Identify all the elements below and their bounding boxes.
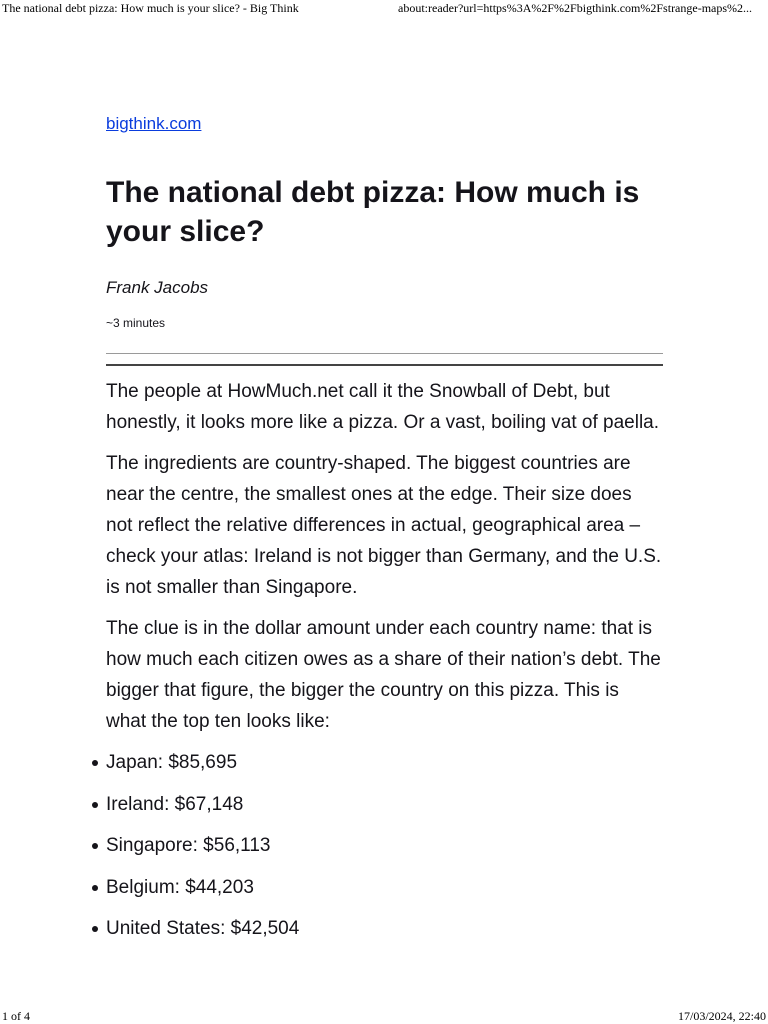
list-item: Belgium: $44,203 <box>106 872 663 903</box>
print-datetime: 17/03/2024, 22:40 <box>677 1009 766 1023</box>
print-header <box>0 0 768 16</box>
print-footer <box>0 1008 768 1024</box>
article-paragraph: The clue is in the dollar amount under each country name: that is how much each citizen owes as a share of their nation’s debt. The bigger that figure, the bigger the country on this pizza. This is what the top ten looks like: <box>106 618 661 732</box>
list-item: United States: $42,504 <box>106 913 663 944</box>
list-item: Singapore: $56,113 <box>106 830 663 861</box>
article-paragraph: The people at HowMuch.net call it the Snowball of Debt, but honestly, it looks more like a pizza. Or a vast, boiling vat of paella. <box>106 381 660 433</box>
list-item: Ireland: $67,148 <box>106 789 663 820</box>
content-divider <box>106 364 663 366</box>
article-author: Frank Jacobs <box>106 278 209 297</box>
source-domain-link[interactable]: bigthink.com <box>106 114 202 133</box>
print-page-title: The national debt pizza: How much is your slice? - Big Think <box>2 1 299 15</box>
reading-time: ~3 minutes <box>106 316 166 330</box>
print-page-url: about:reader?url=https%3A%2F%2Fbigthink.com%2Fstrange-maps%2... <box>398 1 753 15</box>
debt-list <box>106 747 663 944</box>
article-body <box>106 376 663 944</box>
page-number: 1 of 4 <box>2 1009 30 1023</box>
list-item: Japan: $85,695 <box>106 747 663 778</box>
reader-view <box>106 113 663 955</box>
header-divider <box>106 353 663 354</box>
article-paragraph: The ingredients are country-shaped. The biggest countries are near the centre, the smallest ones at the edge. Their size does not reflect the relative differences in actual, geographical area – check your atlas: Ireland is not bigger than Germany, and the U.S. is not smaller than Singapore. <box>106 453 662 598</box>
article-title: The national debt pizza: How much is your slice? <box>106 176 640 248</box>
